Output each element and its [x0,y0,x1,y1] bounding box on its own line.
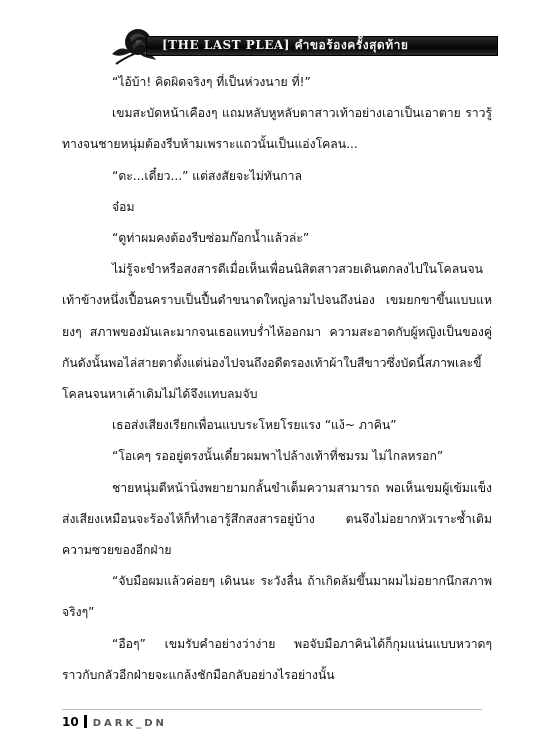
footer-separator [84,715,87,728]
page-footer [62,712,167,732]
paragraph: “อือๆ” เขมรับคำอย่างว่าง่าย พอจับมือภาคินได้ก็กุมแน่นแบบหวาดๆ ราวกับกลัวอีกฝ่ายจะแกล้งชักมือกลับอย่างไรอย่างนั้น [62,636,492,682]
paragraph: ชายหนุ่มตีหน้านิ่งพยายามกลั้นขำเต็มความสามารถ พอเห็นเขมผู้เข้มแข็งส่งเสียงเหมือนจะร้องไห้ก็ทำเอารู้สึกสงสารอยู่บ้าง ตนจึงไม่อยากหัวเราะซ้ำเติมความซวยของอีกฝ่าย [62,480,492,558]
page-number: 10 [62,715,79,729]
paragraph: “โอเคๆ รออยู่ตรงนั้นเดี๋ยวผมพาไปล้างเท้าที่ชมรม ไม่ไกลหรอก” [112,449,444,464]
footer-divider [62,709,482,710]
chapter-body [62,67,492,691]
paragraph: เธอส่งเสียงเรียกเพื่อนแบบระโหยโรยแรง “แง้~ ภาคิน” [112,418,397,433]
paragraph: ไม่รู้จะขำหรือสงสารดีเมื่อเห็นเพื่อนนิสิตสาวสวยเดินตกลงไปในโคลนจนเท้าข้างหนึ่งเปื้อนคราบเป็นปื้นดำขนาดใหญ่ลามไปจนถึงน่อง เขมยกขาขึ้นแบบแหยงๆ สภาพของมันเละมากจนเธอแทบร่ำไห้ออกมา ความสะอาดกับผู้หญิงเป็นของคู่กันดังนั้นพอไล่สายตาตั้งแต่น่องไปจนถึงอดีตรองเท้าผ้าใบสีขาวซึ่งบัดนี้สภาพเละขี้โคลนจนหาเค้าเดิมไม่ได้จึงแทบลมจับ [62,262,492,402]
running-header [110,24,500,64]
paragraph: “ดูท่าผมคงต้องรีบซ่อมก๊อกน้ำแล้วล่ะ” [112,231,310,246]
author-name: DARK_DN [92,718,167,729]
paragraph: “จับมือผมแล้วค่อยๆ เดินนะ ระวังลื่น ถ้าเกิดล้มขึ้นมาผมไม่อยากนึกสภาพจริงๆ” [62,574,492,620]
header-title: [THE LAST PLEA] คำขอร้องครั้งสุดท้าย [162,38,409,52]
paragraph: จ๋อม [112,199,135,214]
paragraph: เขมสะบัดหน้าเคืองๆ แถมหลับหูหลับตาสาวเท้าอย่างเอาเป็นเอาตาย ราวรู้ทางจนชายหนุ่มต้องรีบห้ามเพราะแถวนั้นเป็นแอ่งโคลน... [62,106,492,152]
paragraph: “ไอ้บ้า! คิดผิดจริงๆ ที่เป็นห่วงนาย ที่!” [112,75,311,89]
paragraph: “ดะ...เดี๋ยว...” แต่สงสัยจะไม่ทันกาล [112,168,302,183]
